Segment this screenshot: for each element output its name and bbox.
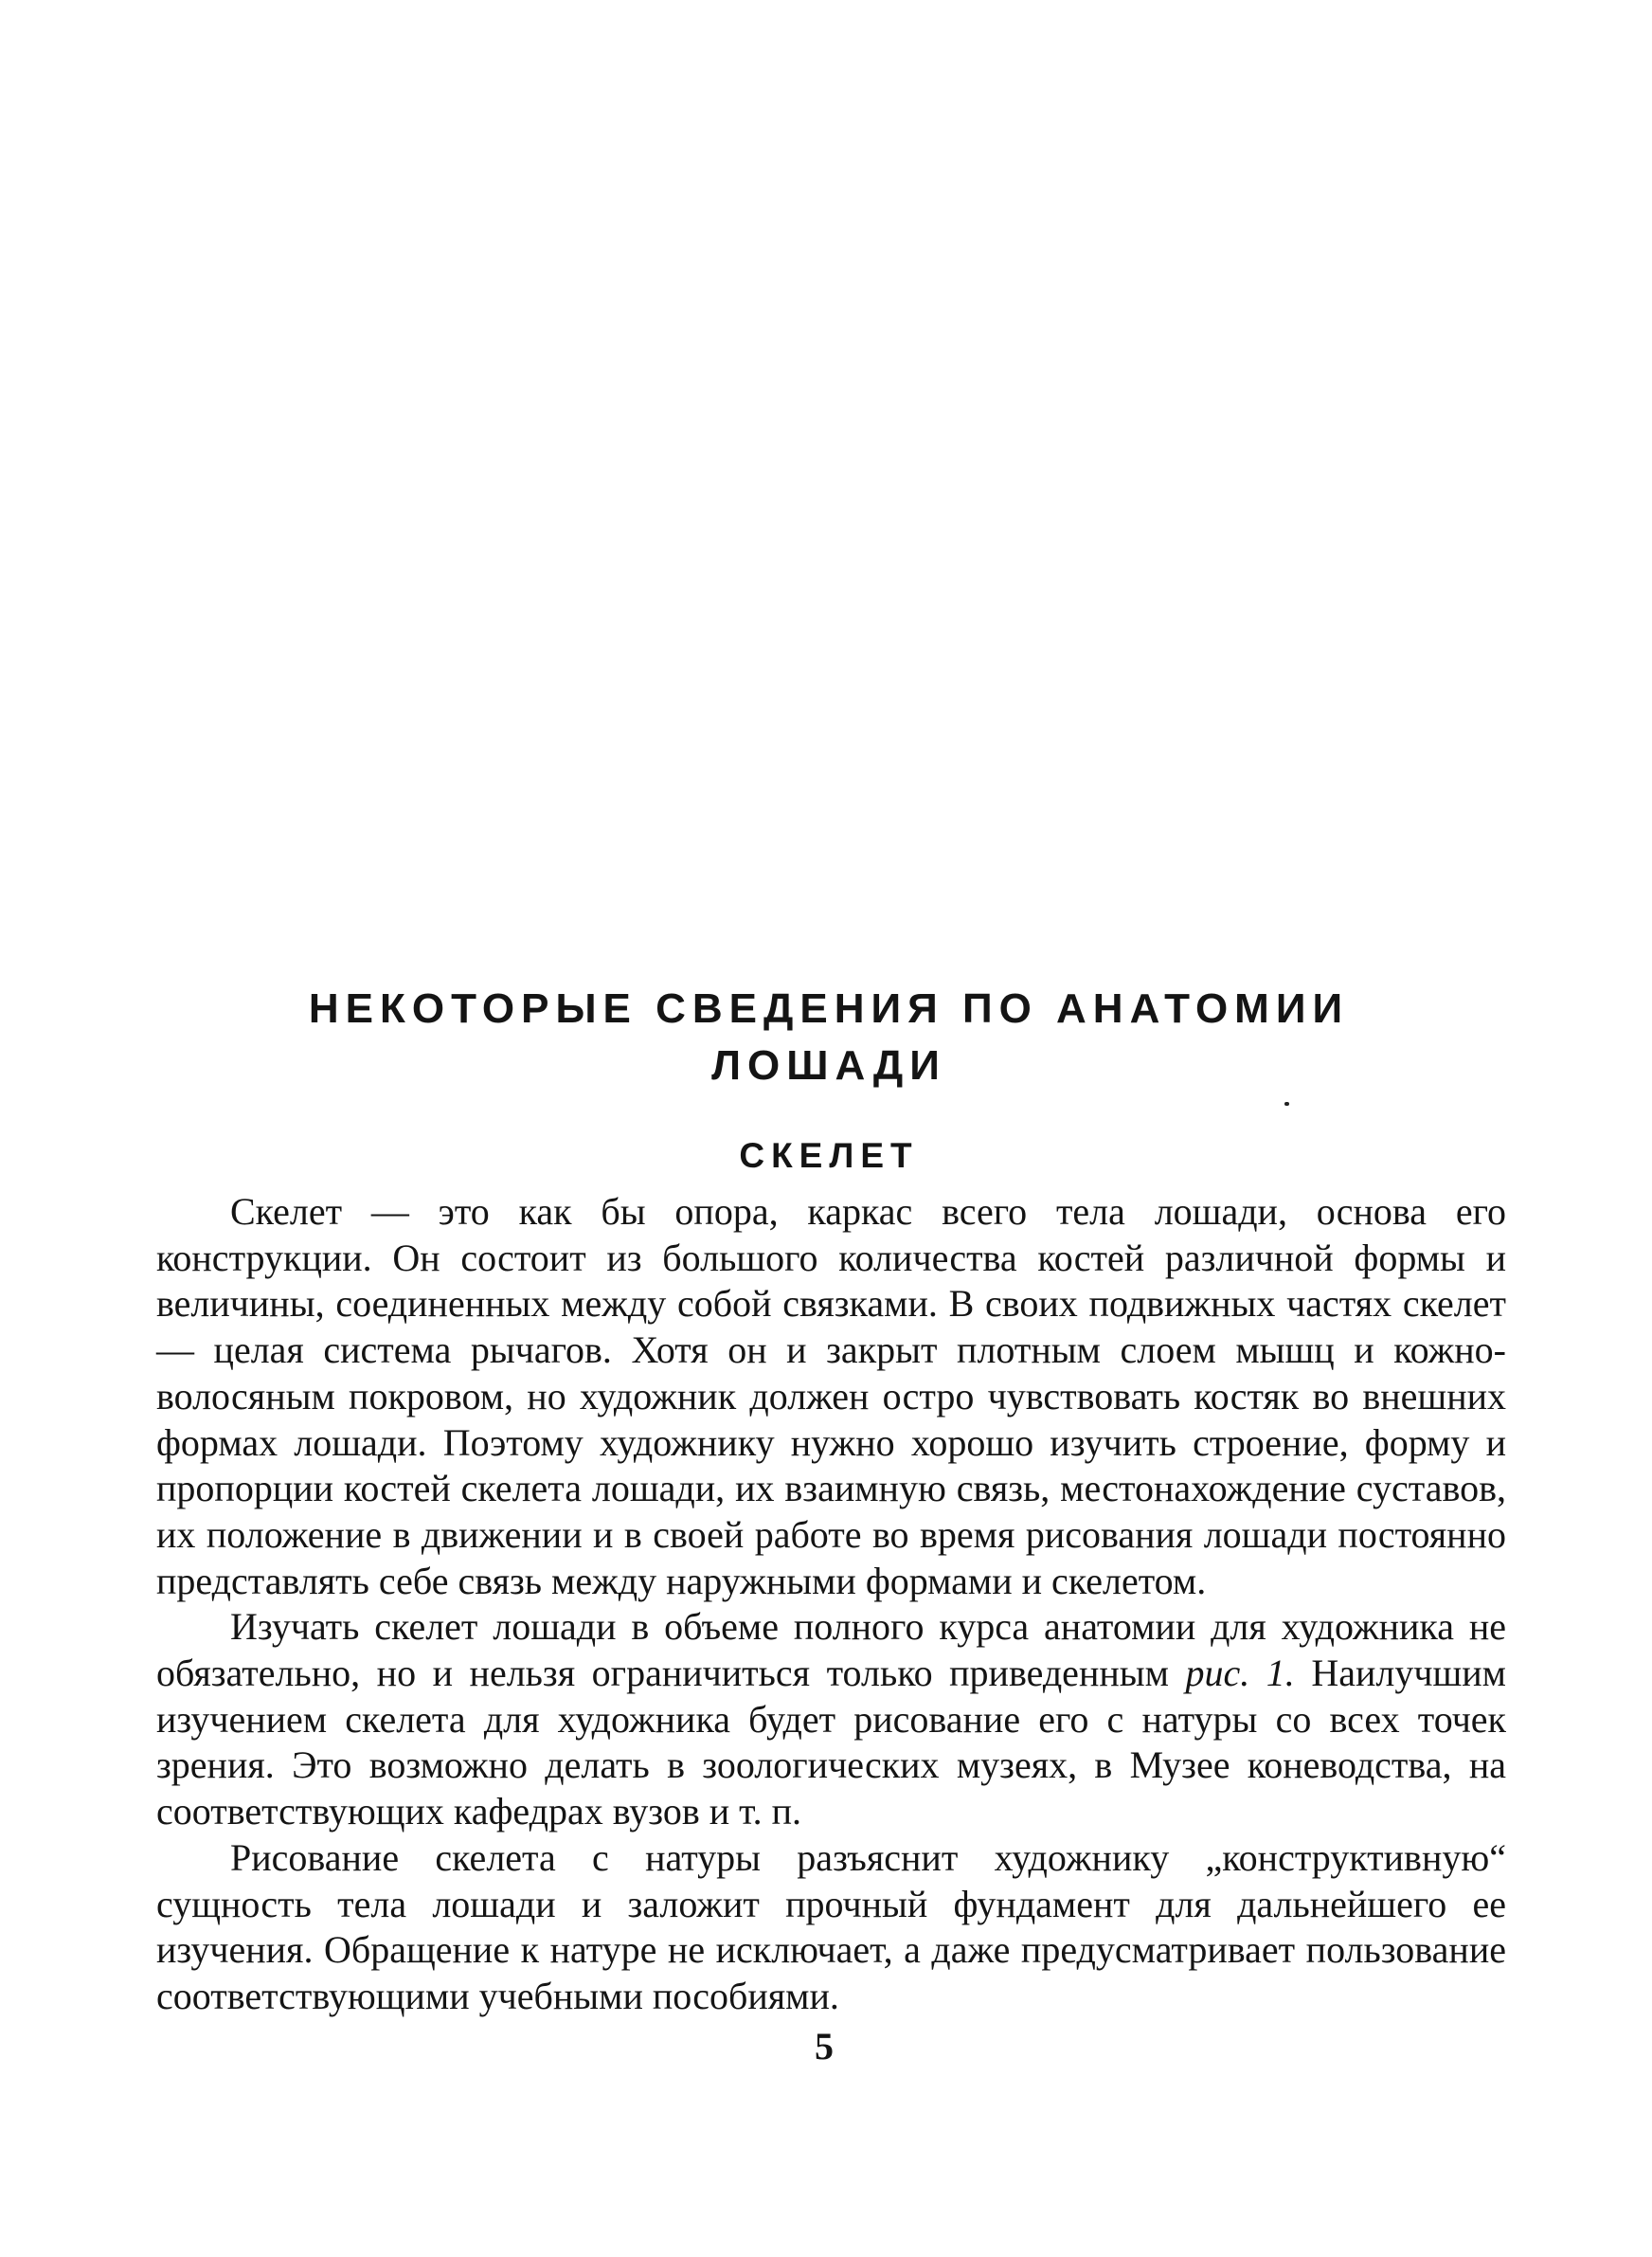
page-number: 5 [815,2025,834,2067]
paragraph-3-text: Рисование скелета с натуры разъяснит художнику „конструктивную“ сущность тела лошади и заложит прочный фундамент для дальнейшего ее изучения. Обращение к натуре не исключает, а даже предусматривает пользование соответствующими учебными пособиями. [156,1835,1506,2017]
paragraph-2-text-end: Наилучшим изучением скелета для художника будет рисование его с натуры со всех точек зрения. Это возможно делать в зоологических музеях, в Музее коневодства, на соответствующих кафедрах вузов и т. п. [156,1652,1506,1833]
paragraph-3 [156,1835,1506,2020]
body-text [156,1189,1506,2020]
figure-reference: рис. 1. [1185,1652,1295,1695]
section-title: СКЕЛЕТ [739,1136,919,1175]
print-speck [1284,1102,1289,1106]
paragraph-2-text-start: Изучать скелет лошади в объеме полного курса анатомии для художника не обязательно, но и нельзя ограничиться только приведенным [156,1605,1506,1695]
paragraph-1 [156,1189,1506,1604]
chapter-title: НЕКОТОРЫЕ СВЕДЕНИЯ ПО АНАТОМИИ ЛОШАДИ [308,985,1350,1089]
paragraph-2 [156,1604,1506,1835]
paragraph-1-text: Скелет — это как бы опора, каркас всего тела лошади, основа его конструкции. Он состоит из большого количества костей различной формы и величины, соединенных между собой связками. В своих подвижных частях скелет — целая система рычагов. Хотя он и закрыт плотным слоем мышц и кожно-волосяным покровом, но художник должен остро чувствовать костяк во внешних формах лошади. Поэтому художнику нужно хорошо изучить строение, форму и пропорции костей скелета лошади, их взаимную связь, местонахождение суставов, их положение в движении и в своей работе во время рисования лошади постоянно представлять себе связь между наружными формами и скелетом. [156,1190,1506,1602]
